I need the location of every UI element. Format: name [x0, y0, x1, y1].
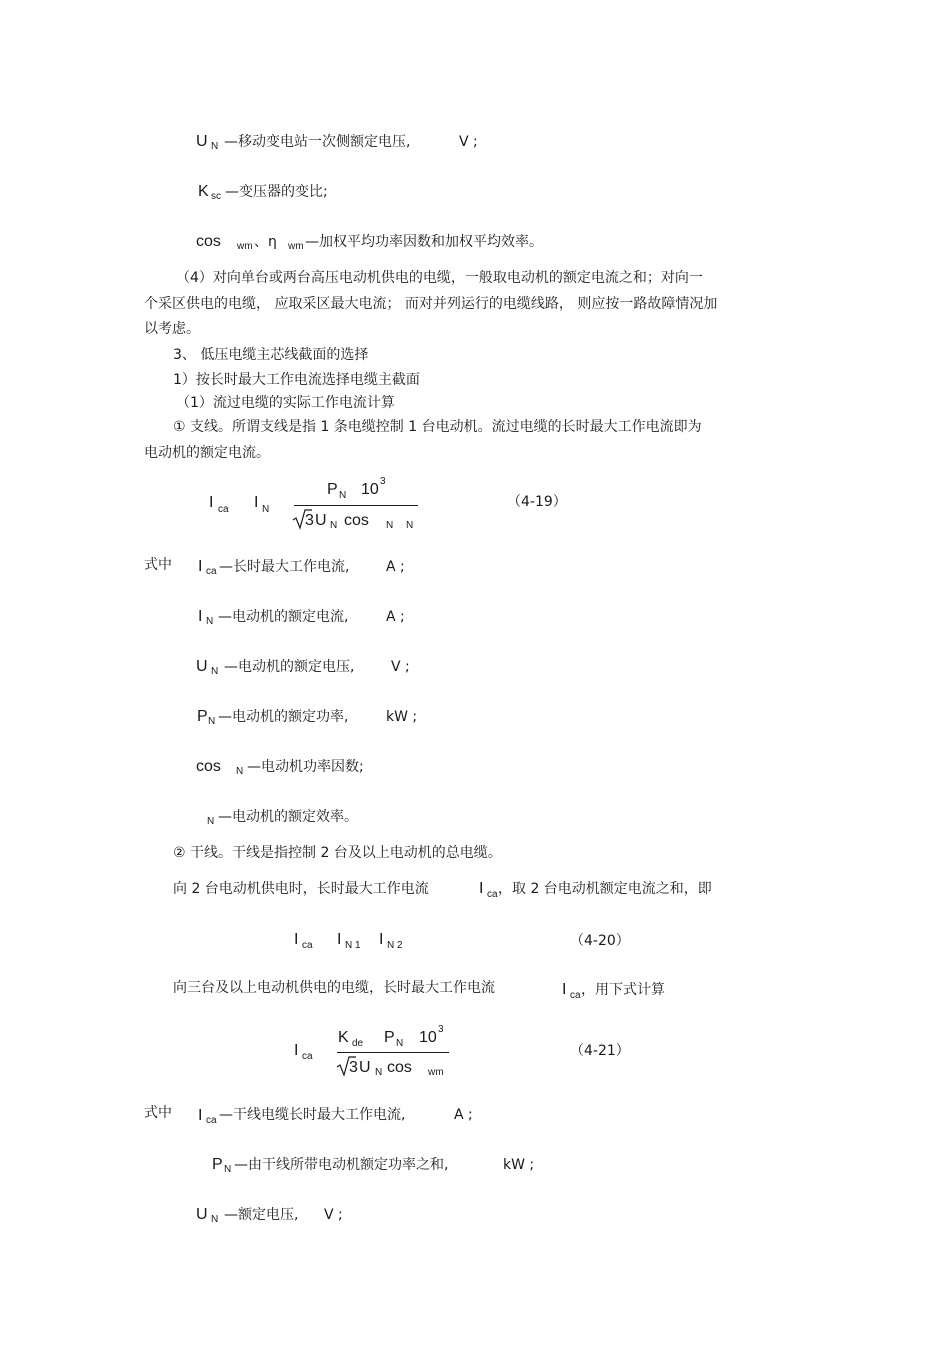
eq19-den-cos: cos [344, 512, 369, 529]
eq19-den-eta-subscript: N [406, 520, 414, 531]
pn-unit: kW ; [386, 709, 418, 725]
eq19-fraction-bar [294, 505, 418, 506]
three-ica-subscript: ca [570, 990, 581, 1001]
trunk-def-ica-subscript: ca [206, 1115, 217, 1126]
cosn-description: —电动机功率因数; [247, 759, 364, 775]
para4-line2: 个采区供电的电缆， 应取采区最大电流； 而对并列运行的电缆线路， 则应按一路故障情况加 [144, 296, 718, 312]
un-description: —移动变电站一次侧额定电压, [224, 134, 411, 150]
trunk-def-ica-description: —干线电缆长时最大工作电流, [219, 1107, 406, 1123]
ica-symbol: I [198, 558, 203, 575]
eq21-num-p-subscript: N [396, 1038, 404, 1049]
subsection-1-heading: 1）按长时最大工作电流选择电缆主截面 [173, 372, 420, 388]
cos-symbol: cos [196, 233, 221, 250]
eq21-num-k: K [338, 1029, 349, 1046]
branch-line1: ① 支线。所谓支线是指 1 条电缆控制 1 台电动机。流过电缆的长时最大工作电流即为 [173, 419, 702, 435]
trunk-def-pn-symbol: P [212, 1156, 223, 1173]
eq20-label: （4-20） [570, 933, 630, 949]
three-motors-text-start: 向三台及以上电动机供电的电缆，长时最大工作电流 [173, 980, 495, 996]
eq21-num-10: 10 [419, 1029, 437, 1046]
eq21-num-p: P [384, 1029, 395, 1046]
eq19-num-exponent: 3 [380, 476, 386, 487]
un-unit: V ; [459, 134, 478, 150]
eq19-num-10: 10 [361, 481, 379, 498]
cosn-symbol: cos [196, 758, 221, 775]
un2-description: —电动机的额定电压, [224, 659, 355, 675]
pn-symbol: P [197, 708, 208, 725]
trunk-def-pn-subscript: N [224, 1164, 232, 1175]
cos-eta-description: —加权平均功率因数和加权平均效率。 [305, 234, 543, 250]
eq21-fraction-bar [337, 1052, 449, 1053]
para4-line3: 以考虑。 [144, 321, 200, 337]
in-unit: A ; [386, 609, 405, 625]
eq20-in2: I [379, 931, 384, 948]
ksc-symbol: K [198, 183, 209, 200]
eq20-lhs-subscript: ca [302, 940, 313, 951]
in-description: —电动机的额定电流, [218, 609, 349, 625]
un-subscript: N [211, 141, 219, 152]
in-subscript: N [206, 616, 214, 627]
etan-description: —电动机的额定效率。 [218, 809, 358, 825]
eq19-label: （4-19） [507, 494, 567, 510]
ksc-subscript: sc [211, 191, 221, 202]
pn-description: —电动机的额定功率, [218, 709, 349, 725]
trunk-def-pn-unit: kW ; [503, 1157, 535, 1173]
eq21-lhs-i: I [294, 1042, 299, 1059]
eq19-in-subscript: N [262, 504, 270, 515]
eq19-num-p: P [327, 481, 338, 498]
trunk-def-un-unit: V ; [324, 1207, 343, 1223]
trunk-def-ica-symbol: I [198, 1107, 203, 1124]
pn-subscript: N [208, 716, 216, 727]
eq20-in1: I [337, 931, 342, 948]
cosn-subscript: N [236, 766, 244, 777]
trunk-ica-symbol: I [479, 880, 484, 897]
eq19-lhs-ca-subscript: ca [218, 504, 229, 515]
eq21-lhs-subscript: ca [302, 1051, 313, 1062]
section-3-heading: 3、 低压电缆主芯线截面的选择 [173, 347, 369, 363]
eq21-num-k-subscript: de [352, 1038, 364, 1049]
eq21-den-u-subscript: N [375, 1067, 383, 1078]
eq19-num-p-subscript: N [339, 490, 347, 501]
three-ica-symbol: I [562, 981, 567, 998]
trunk-line2-end: ，取 2 台电动机额定电流之和，即 [498, 881, 712, 897]
three-motors-text-end: ，用下式计算 [581, 982, 665, 998]
eq21-label: （4-21） [570, 1043, 630, 1059]
eq20-in1-subscript: N 1 [345, 940, 361, 951]
eq19-in: I [254, 494, 259, 511]
para4-line1: （4）对向单台或两台高压电动机供电的电缆，一般取电动机的额定电流之和；对向一 [176, 270, 703, 286]
trunk-def-un-symbol: U [196, 1206, 208, 1223]
trunk-def-ica-unit: A ; [454, 1107, 473, 1123]
ksc-description: —变压器的变比; [225, 184, 328, 200]
eta-symbol: 、η [254, 234, 277, 250]
eq19-den-u: U [315, 512, 327, 529]
etan-subscript: N [207, 816, 215, 827]
where-label-2: 式中 [144, 1105, 172, 1121]
eq21-num-exponent: 3 [438, 1024, 444, 1035]
un2-symbol: U [196, 658, 208, 675]
ica-description: —长时最大工作电流, [219, 559, 350, 575]
trunk-line1: ② 干线。干线是指控制 2 台及以上电动机的总电缆。 [173, 845, 502, 861]
un2-subscript: N [211, 666, 219, 677]
eq20-lhs-i: I [294, 931, 299, 948]
cos-wm-subscript: wm [237, 241, 253, 252]
where-label-1: 式中 [144, 557, 172, 573]
trunk-def-un-description: —额定电压, [224, 1207, 299, 1223]
eq21-den-u: U [359, 1059, 371, 1076]
eq19-lhs-i: I [209, 494, 214, 511]
trunk-def-pn-description: —由干线所带电动机额定功率之和, [234, 1157, 449, 1173]
eq19-den-cos-subscript: N [386, 520, 394, 531]
ica-unit: A ; [386, 559, 405, 575]
trunk-def-un-subscript: N [211, 1214, 219, 1225]
ica-subscript: ca [206, 566, 217, 577]
in-symbol: I [198, 608, 203, 625]
eq20-in2-subscript: N 2 [387, 940, 403, 951]
subsection-1-1-heading: （1）流过电缆的实际工作电流计算 [176, 395, 395, 411]
eq19-den-sqrt-3: 3 [305, 512, 314, 529]
trunk-line2-start: 向 2 台电动机供电时，长时最大工作电流 [173, 881, 429, 897]
branch-line2: 电动机的额定电流。 [144, 445, 270, 461]
eta-wm-subscript: wm [288, 241, 304, 252]
eq19-den-u-subscript: N [330, 520, 338, 531]
eq21-den-subscript: wm [428, 1067, 444, 1078]
eq21-den-cos: cos [387, 1059, 412, 1076]
un2-unit: V ; [391, 659, 410, 675]
un-symbol: U [196, 133, 208, 150]
trunk-ica-subscript: ca [487, 889, 498, 900]
eq21-den-sqrt-3: 3 [349, 1059, 358, 1076]
